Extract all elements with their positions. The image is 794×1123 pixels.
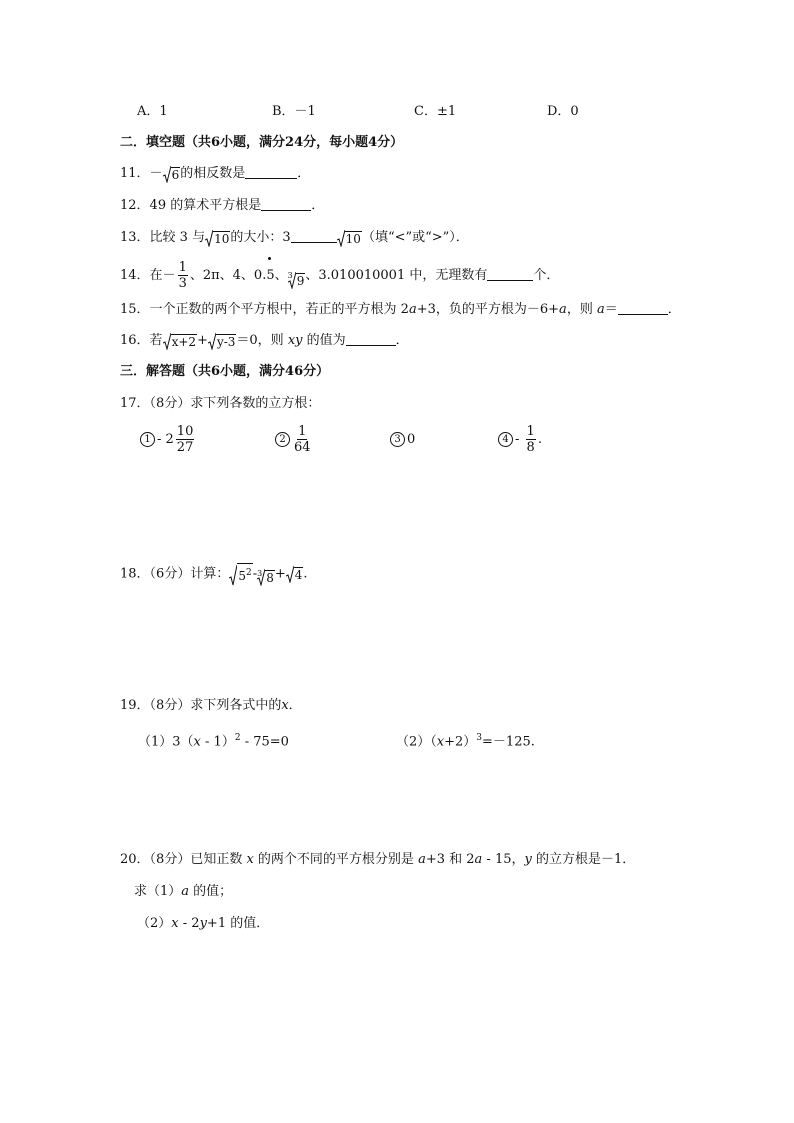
q11-radicand: 6 [171,167,180,182]
q13-radicand-2: 10 [345,231,361,246]
q15-text-c: ，则 [566,302,597,317]
q16-answer-blank [346,331,396,346]
q17-mark-1: 1 [140,432,155,447]
q19-p1-var: x [193,734,201,750]
option-c: C．±1 [414,104,457,119]
section-3-title-text: 三．解答题（共6小题，满分46分） [120,364,330,379]
question-12 [120,196,324,216]
q14-root-index: 3 [287,270,293,280]
q13-number: 13． [120,230,150,245]
q14-repeating-digit: 5 [266,263,274,289]
q18-sqrt-1 [229,563,252,586]
q19-p2-a: （2）（ [396,734,437,750]
q17-stem: 17．（8分）求下列各数的立方根： [120,396,321,411]
q16-text-a: 若 [149,333,163,348]
q16-number: 16． [120,333,150,348]
q15-end: ． [667,302,681,317]
q20-p1-a: 求（1） [134,884,182,899]
section-2-title-text: 二．填空题（共6小题，满分24分，每小题4分） [120,135,404,150]
q19-p2-c: =－125. [482,734,535,750]
q18-minus: - [252,566,258,582]
question-13 [120,228,469,248]
q17-item-4-denominator: 8 [526,440,535,455]
question-11 [120,164,310,184]
q14-text-b: 、2π、4、0. [189,268,267,283]
q14-fraction-numerator: 1 [178,260,187,275]
q15-var-a2: a [559,302,567,317]
q20-var-x: x [246,852,254,867]
q18-exponent: 2 [245,567,252,578]
q14-radicand: 9 [296,273,305,288]
q20-part-1 [134,882,232,902]
q15-answer-blank [618,300,668,315]
q11-number: 11． [120,166,150,181]
q16-sqrt-2 [208,332,236,350]
question-16 [120,331,409,351]
q19-p1-exp: 2 [234,733,241,743]
q20-p2-b: - 2 [178,916,200,931]
q11-end: ． [297,166,311,181]
section-3-title [120,362,329,382]
q19-p1-c: - 75=0 [240,734,289,750]
q15-var-a1: a [408,302,417,317]
q20-p2-c: +1 的值． [206,916,270,931]
q20-p1-b: 的值； [189,884,233,899]
q18-plus: + [274,566,286,582]
q17-item-2-fraction [294,424,311,455]
q15-text-d: ＝ [604,302,618,317]
q17-mark-3: 3 [390,432,405,447]
q15-text-b: +3，负的平方根为－6+ [416,302,560,317]
question-17 [120,394,320,414]
q19-p1-b: - 1） [200,734,235,750]
q12-number: 12． [120,198,150,213]
q18-radicand-2: 8 [266,571,274,585]
q13-radicand-1: 10 [214,231,230,246]
q13-answer-blank [291,228,337,243]
q15-text-a: 一个正数的两个平方根中，若正的平方根为 2 [149,302,409,317]
q14-cube-root [288,263,306,289]
question-20 [120,850,635,870]
q17-item-2-numerator: 1 [298,424,307,439]
q18-end: . [303,566,308,582]
q17-item-4-numerator: 1 [526,424,535,439]
q17-mark-2: 2 [275,432,290,447]
q20-p2-var: x [171,916,179,931]
q20-var-a1: a [418,852,426,867]
q20-b: 的两个不同的平方根分别是 [253,852,419,867]
q12-text: 49 的算术平方根是 [149,198,262,213]
q14-fraction-denominator: 3 [178,276,187,291]
q19-stem-end: ． [288,698,302,713]
q20-e: 的立方根是－1． [531,852,636,867]
q17-item-4-fraction [526,424,536,455]
q15-number: 15． [120,302,150,317]
q16-text-c: 的值为 [302,333,346,348]
q16-radicand-1: x+2 [171,334,197,349]
q19-p2-b: +2） [444,734,477,750]
q20-var-y: y [524,852,532,867]
q15-var-a3: a [596,302,605,317]
q20-c: +3 和 2 [425,852,475,867]
q18-base: 5 [238,568,246,583]
q13-text-b: 的大小：3 [230,230,291,245]
q17-item-1-numerator: 10 [176,424,194,439]
q16-radicand-2: y-3 [216,334,236,349]
option-d: D．0 [547,104,579,119]
q17-item-1 [140,424,196,456]
q19-p1-a: （1）3（ [138,734,194,750]
q14-text-d: 、3.010010001 中，无理数有 [305,268,488,283]
question-14 [120,260,559,291]
q17-item-4 [498,424,542,456]
option-b: B．－1 [272,104,316,119]
q18-radicand-3: 4 [294,568,303,582]
q13-sqrt-2 [337,229,362,247]
q14-text-c: 、 [274,268,288,283]
q13-sqrt-1 [205,229,230,247]
q14-answer-blank [487,266,533,281]
q20-d: - 15， [482,852,525,867]
q17-item-1-denominator: 27 [176,440,194,455]
q18-root-index: 3 [257,569,263,578]
q18-radicand-1 [237,563,252,586]
q17-item-3-value: 0 [407,432,416,447]
q18-cube-root [257,562,275,586]
q20-a: 20．（8分）已知正数 [120,852,247,867]
section-2-title [120,133,403,153]
q11-sqrt [163,165,181,183]
q17-item-4-pre: - [515,432,524,447]
q17-item-2 [275,424,313,456]
q19-stem: 19．（8分）求下列各式中的 [120,698,282,713]
q19-p2-exp: 3 [476,733,483,743]
option-a: A．1 [137,104,168,119]
q19-part-2 [396,728,535,752]
q14-text-e: 个． [533,268,560,283]
q17-item-4-post: . [537,432,542,447]
q18-sqrt-3 [286,565,304,583]
question-19 [120,696,302,716]
question-15 [120,300,681,320]
q12-answer-blank [261,196,311,211]
q11-answer-blank [245,164,297,179]
q16-var-xy: xy [287,333,303,348]
q19-p2-var: x [436,734,445,750]
q11-text: 的相反数是 [180,166,246,181]
q20-part-2 [137,914,269,934]
question-18 [120,562,308,587]
q13-text-a: 比较 3 与 [149,230,206,245]
q18-text: 18．（6分）计算： [120,566,230,582]
q20-p2-var2: y [199,916,207,931]
q19-var: x [281,698,289,713]
q17-item-2-denominator: 64 [294,440,311,455]
q17-item-1-pre: - 2 [157,432,174,447]
q13-text-c: （填“<”或“>”）． [361,230,469,245]
q16-end: ． [395,333,409,348]
q11-minus: － [149,166,163,181]
q14-text-a: 在－ [149,268,176,283]
q12-end: ． [311,198,325,213]
q19-part-1 [138,728,289,752]
q16-sqrt-1 [163,332,197,350]
q14-fraction [178,260,188,291]
q20-p1-var: a [181,884,190,899]
q16-plus: + [197,333,208,348]
q16-text-b: ＝0，则 [236,333,288,348]
q17-mark-4: 4 [498,432,513,447]
q17-item-3 [390,424,415,456]
q20-var-a2: a [474,852,483,867]
q20-p2-a: （2） [137,916,172,931]
q17-item-1-fraction [176,424,195,455]
q14-number: 14． [120,268,150,283]
